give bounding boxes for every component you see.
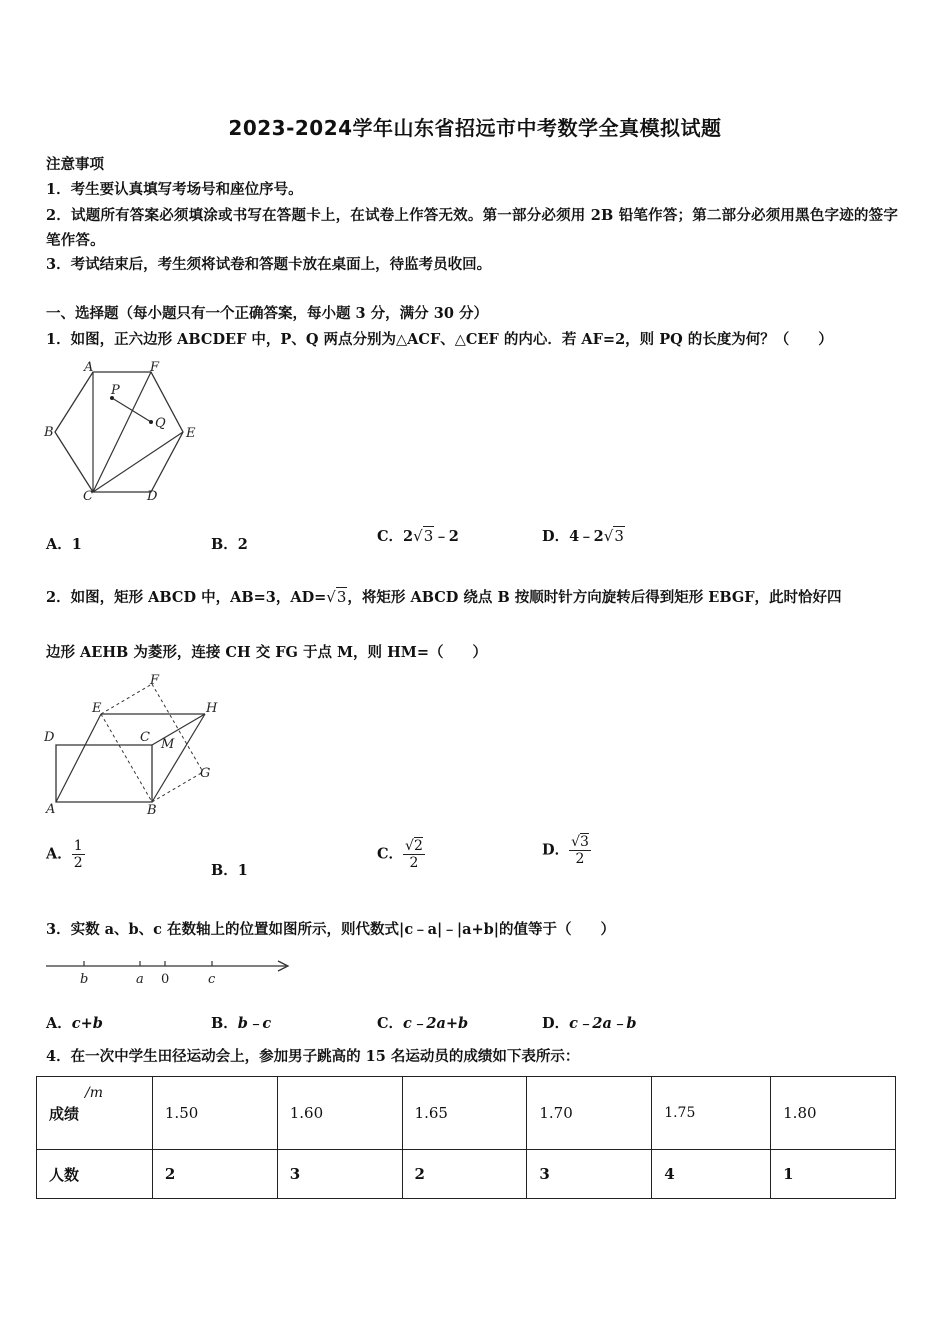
label-c: C [140, 730, 150, 745]
table-header-score [37, 1077, 153, 1150]
q3-option-a[interactable] [46, 1012, 103, 1033]
option-label: B． [211, 862, 238, 879]
label-a: a [136, 972, 144, 987]
q2-text-post: ，将矩形 ABCD 绕点 B 按顺时针方向旋转后得到矩形 EBGF，此时恰好四 [347, 589, 842, 606]
table-cell: 1.65 [402, 1077, 527, 1150]
table-row [37, 1077, 896, 1150]
q3-option-b[interactable] [211, 1012, 271, 1033]
table-cell: 3 [277, 1150, 402, 1199]
notice-item-3: 3．考试结束后，考生须将试卷和答题卡放在桌面上，待监考员收回。 [46, 256, 492, 273]
option-label: A． [46, 845, 72, 863]
label-h: H [206, 701, 218, 716]
numerator: 1 [73, 838, 83, 854]
q1-option-b[interactable] [211, 533, 248, 554]
option-label: D． [542, 1015, 570, 1032]
option-label: C． [377, 1015, 404, 1032]
label-m: M [161, 737, 175, 752]
table-cell: 1.70 [527, 1077, 652, 1150]
fraction [403, 838, 425, 871]
q4-text: 4．在一次中学生田径运动会上，参加男子跳高的 15 名运动员的成绩如下表所示： [46, 1048, 580, 1065]
q3-text: 3．实数 a、b、c 在数轴上的位置如图所示，则代数式|c﹣a|﹣|a+b|的值等于（ ） [46, 921, 616, 938]
denominator: 2 [409, 855, 419, 871]
label-zero: 0 [161, 972, 170, 987]
option-label: D． [542, 528, 570, 545]
sqrt-symbol: √3 [603, 527, 624, 545]
sqrt-symbol: √3 [326, 588, 347, 606]
table-header-count: 人数 [37, 1150, 153, 1199]
option-label: C． [377, 528, 404, 545]
option-label: D． [542, 841, 570, 859]
table-cell: 2 [402, 1150, 527, 1199]
line-ae [56, 714, 101, 802]
label-c: C [83, 489, 93, 504]
line-bh [152, 714, 205, 802]
sqrt-symbol: √3 [413, 527, 434, 545]
table-row [37, 1150, 896, 1199]
option-value: 1 [71, 536, 82, 553]
option-label: B． [211, 1015, 238, 1032]
label-a: A [84, 360, 94, 375]
label-q: Q [155, 416, 166, 431]
q2-text-pre: 2．如图，矩形 ABCD 中，AB=3，AD= [46, 589, 327, 606]
option-value: 1 [237, 862, 248, 879]
fraction [72, 838, 85, 871]
label-f: F [150, 673, 160, 688]
label-d: D [147, 489, 158, 504]
q2-text-line1 [46, 586, 842, 607]
option-value: 2 [237, 536, 248, 553]
line-bg-dashed [152, 772, 203, 802]
header-text: 成绩 [49, 1104, 80, 1123]
q2-option-b[interactable] [211, 859, 248, 880]
table-cell: 2 [152, 1150, 277, 1199]
option-value: c﹣2a+b [403, 1015, 469, 1032]
score-table [36, 1076, 896, 1199]
option-label: C． [377, 845, 404, 863]
option-value: c+b [71, 1015, 103, 1032]
label-p: P [111, 383, 120, 398]
radicand: 3 [423, 527, 434, 545]
line-ce [93, 432, 183, 492]
label-e: E [92, 701, 102, 716]
line-eb-dashed [101, 714, 152, 802]
label-a: A [46, 802, 56, 817]
q1-option-c[interactable] [377, 525, 459, 546]
label-b: B [44, 425, 54, 440]
table-cell: 1.75 [652, 1077, 771, 1150]
label-e: E [186, 426, 196, 441]
q2-text-line2: 边形 AEHB 为菱形，连接 CH 交 FG 于点 M，则 HM=（ ） [46, 644, 488, 661]
option-value: b﹣c [237, 1015, 272, 1032]
radicand: 2 [413, 838, 423, 854]
option-tail: ﹣2 [434, 528, 459, 545]
option-coefficient: 4﹣2 [569, 528, 604, 545]
option-value: c﹣2a﹣b [569, 1015, 637, 1032]
option-label: B． [211, 536, 238, 553]
line-ch [152, 714, 205, 745]
unit-label: /m [85, 1085, 103, 1101]
segment-pq [112, 398, 151, 422]
q3-option-d[interactable] [542, 1012, 637, 1033]
q3-number-line [40, 950, 300, 992]
fraction [569, 834, 591, 867]
radicand: 3 [580, 834, 589, 850]
numerator: √2 [405, 838, 423, 854]
table-cell: 1.60 [277, 1077, 402, 1150]
point-q [149, 420, 153, 424]
radicand: 3 [336, 588, 347, 606]
notice-item-1: 1．考生要认真填写考场号和座位序号。 [46, 181, 303, 198]
label-d: D [44, 730, 55, 745]
q1-option-a[interactable] [46, 533, 82, 554]
q2-rectangle-figure [40, 670, 230, 820]
label-f: F [150, 360, 160, 375]
table-cell: 1 [771, 1150, 896, 1199]
page-title: 2023-2024学年山东省招远市中考数学全真模拟试题 [228, 116, 722, 140]
q2-option-a[interactable] [46, 838, 85, 871]
label-c: c [208, 972, 216, 987]
label-g: G [200, 766, 211, 781]
numerator: √3 [571, 834, 589, 850]
q1-text: 1．如图，正六边形 ABCDEF 中，P、Q 两点分别为△ACF、△CEF 的内心．若 AF=2，则 PQ 的长度为何？（ ） [46, 331, 833, 348]
notice-heading: 注意事项 [46, 156, 104, 173]
line-cf [93, 372, 151, 492]
option-coefficient: 2 [403, 528, 414, 545]
label-b: B [147, 803, 157, 818]
option-label: A． [46, 1015, 72, 1032]
table-cell: 1.50 [152, 1077, 277, 1150]
denominator: 2 [575, 851, 585, 867]
line-ef-dashed [101, 684, 152, 714]
q1-hexagon-figure [40, 358, 210, 508]
q3-option-c[interactable] [377, 1012, 468, 1033]
table-cell: 1.80 [771, 1077, 896, 1150]
option-label: A． [46, 536, 72, 553]
radicand: 3 [614, 527, 624, 545]
q2-option-d[interactable] [542, 834, 591, 867]
q1-option-d[interactable] [542, 525, 625, 546]
notice-item-2: 2．试题所有答案必须填涂或书写在答题卡上，在试卷上作答无效。第一部分必须用 2B 铅笔作答；第二部分必须用黑色字迹的签字笔作答。 [46, 207, 899, 249]
q2-option-c[interactable] [377, 838, 425, 871]
section-heading: 一、选择题（每小题只有一个正确答案，每小题 3 分，满分 30 分） [46, 305, 488, 322]
table-cell: 3 [527, 1150, 652, 1199]
table-cell: 4 [652, 1150, 771, 1199]
label-b: b [80, 972, 89, 987]
denominator: 2 [73, 855, 83, 871]
